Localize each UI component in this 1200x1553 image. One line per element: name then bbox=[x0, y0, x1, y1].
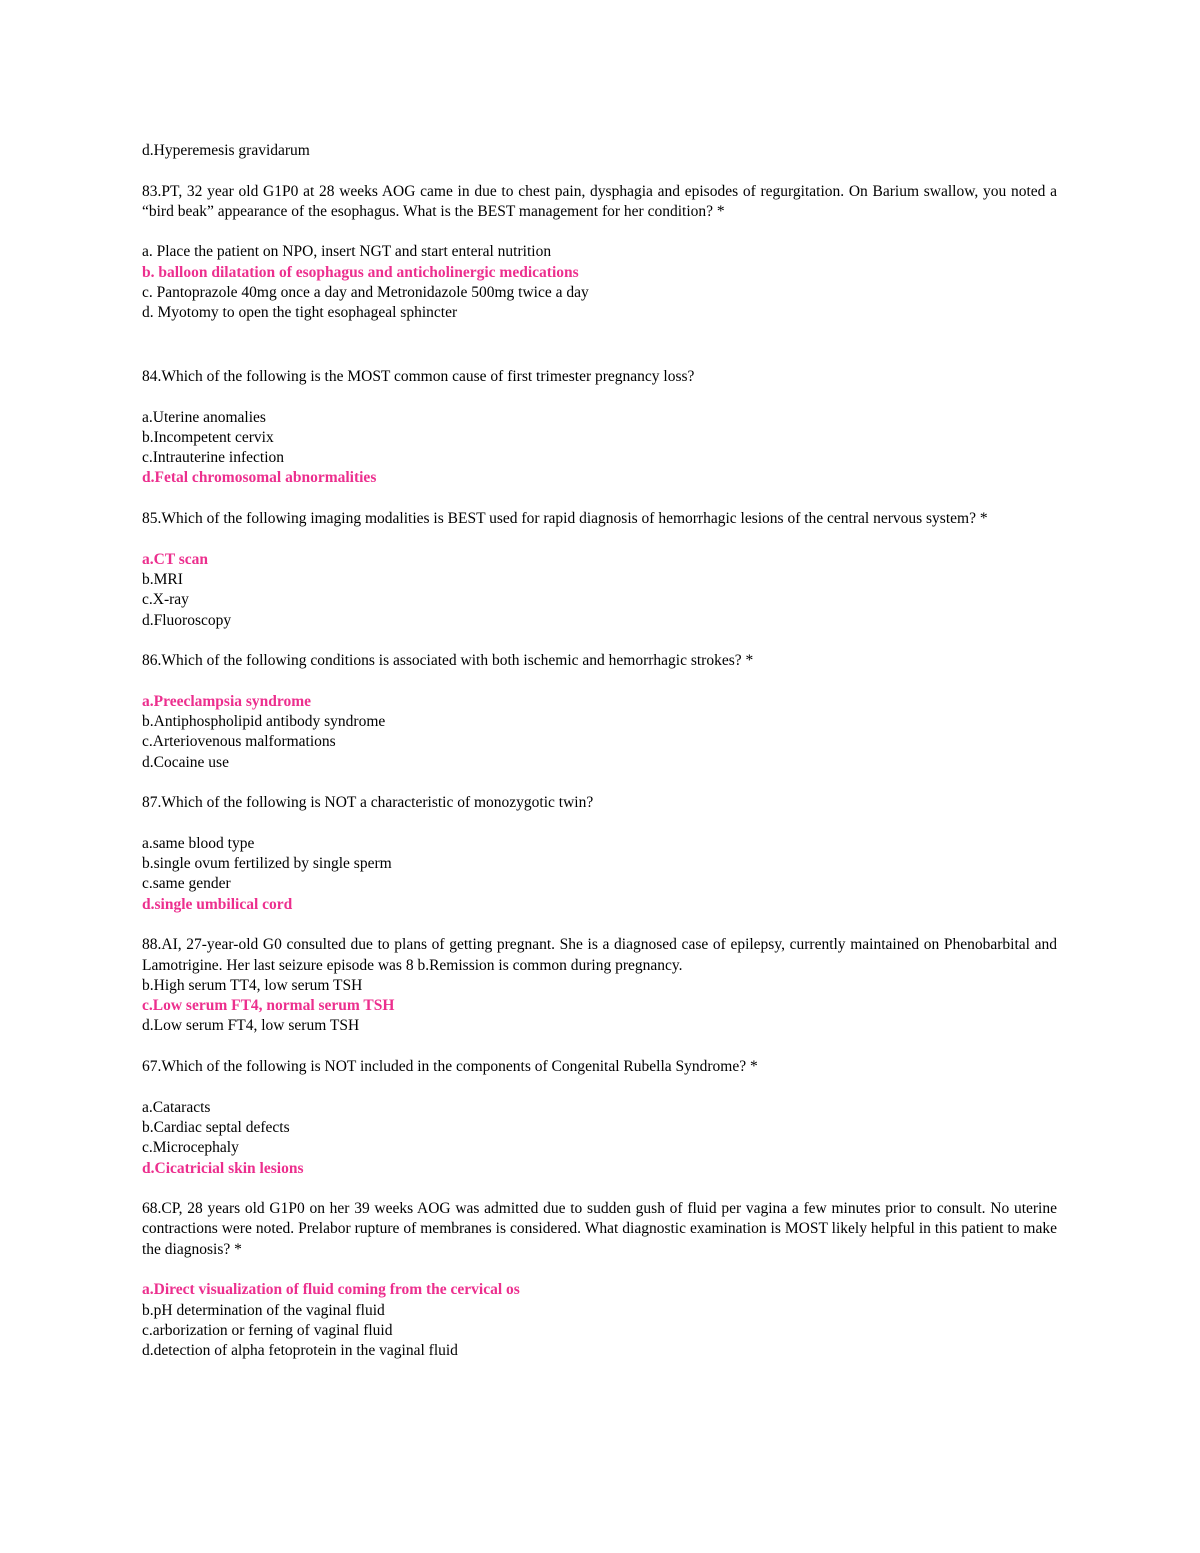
q68-option-d: d.detection of alpha fetoprotein in the vaginal fluid bbox=[142, 1342, 458, 1360]
document-body bbox=[142, 141, 1057, 1362]
spacer bbox=[142, 489, 1057, 509]
spacer bbox=[142, 529, 1057, 549]
q83-option-d: d. Myotomy to open the tight esophageal sphincter bbox=[142, 304, 458, 322]
spacer bbox=[142, 1077, 1057, 1097]
q83-option-a: a. Place the patient on NPO, insert NGT and start enteral nutrition bbox=[142, 243, 552, 261]
q88-option-d: d.Low serum FT4, low serum TSH bbox=[142, 1017, 360, 1035]
question-85-stem: 85.Which of the following imaging modalities is BEST used for rapid diagnosis of hemorrhagic lesions of the central nervous system? * bbox=[142, 510, 988, 528]
spacer bbox=[142, 1037, 1057, 1057]
question-86-stem: 86.Which of the following conditions is associated with both ischemic and hemorrhagic strokes? * bbox=[142, 652, 754, 670]
q86-option-b: b.Antiphospholipid antibody syndrome bbox=[142, 713, 386, 730]
spacer bbox=[142, 813, 1057, 833]
question-88-stem: 88.AI, 27-year-old G0 consulted due to plans of getting pregnant. She is a diagnosed case of epilepsy, currently maintained on Phenobarbital and Lamotrigine. Her last seizure episode was 8 b.Remission is common during pregnancy. bbox=[142, 936, 1057, 974]
spacer bbox=[142, 1260, 1057, 1280]
q83-option-b-answer: b. balloon dilatation of esophagus and anticholinergic medications bbox=[142, 263, 579, 281]
q88-option-b: b.High serum TT4, low serum TSH bbox=[142, 976, 363, 994]
spacer bbox=[142, 387, 1057, 407]
spacer bbox=[142, 324, 1057, 365]
spacer bbox=[142, 671, 1057, 691]
question-84-stem: 84.Which of the following is the MOST common cause of first trimester pregnancy loss? bbox=[142, 367, 695, 385]
question-67-stem: 67.Which of the following is NOT included in the components of Congenital Rubella Syndrome? * bbox=[142, 1058, 758, 1076]
q85-option-b: b.MRI bbox=[142, 570, 183, 588]
q67-option-b: b.Cardiac septal defects bbox=[142, 1118, 290, 1136]
q85-option-c: c.X-ray bbox=[142, 591, 189, 609]
q67-option-a: a.Cataracts bbox=[142, 1098, 211, 1116]
q87-option-c: c.same gender bbox=[142, 875, 231, 893]
q83-option-c: c. Pantoprazole 40mg once a day and Metronidazole 500mg twice a day bbox=[142, 284, 589, 302]
q84-option-c: c.Intrauterine infection bbox=[142, 449, 285, 467]
q87-option-d-answer: d.single umbilical cord bbox=[142, 895, 293, 913]
spacer bbox=[142, 915, 1057, 935]
question-83-stem: 83.PT, 32 year old G1P0 at 28 weeks AOG came in due to chest pain, dysphagia and episodes of regurgitation. On Barium swallow, you noted a “bird beak” appearance of the esophagus. What is the BEST management for her condition? * bbox=[142, 182, 1057, 220]
q68-option-a-answer: a.Direct visualization of fluid coming from the cervical os bbox=[142, 1281, 520, 1299]
spacer bbox=[142, 161, 1057, 181]
q86-option-c: c.Arteriovenous malformations bbox=[142, 733, 336, 751]
q86-option-d: d.Cocaine use bbox=[142, 753, 229, 771]
spacer bbox=[142, 773, 1057, 793]
q87-option-a: a.same blood type bbox=[142, 834, 255, 852]
spacer bbox=[142, 1179, 1057, 1199]
lead-line: d.Hyperemesis gravidarum bbox=[142, 142, 310, 159]
question-68-stem: 68.CP, 28 years old G1P0 on her 39 weeks AOG was admitted due to sudden gush of fluid per vagina a few minutes prior to consult. No uterine contractions were noted. Prelabor rupture of membranes is considered. What diagnostic examination is MOST likely helpful in this patient to make the diagnosis? * bbox=[142, 1200, 1057, 1258]
spacer bbox=[142, 631, 1057, 651]
q85-option-d: d.Fluoroscopy bbox=[142, 611, 232, 629]
q68-option-c: c.arborization or ferning of vaginal fluid bbox=[142, 1321, 393, 1339]
q88-option-c-answer: c.Low serum FT4, normal serum TSH bbox=[142, 997, 395, 1015]
q84-option-a: a.Uterine anomalies bbox=[142, 408, 266, 426]
question-87-stem: 87.Which of the following is NOT a characteristic of monozygotic twin? bbox=[142, 794, 594, 812]
q67-option-c: c.Microcephaly bbox=[142, 1139, 239, 1157]
q68-option-b: b.pH determination of the vaginal fluid bbox=[142, 1301, 385, 1319]
q67-option-d-answer: d.Cicatricial skin lesions bbox=[142, 1159, 304, 1177]
spacer bbox=[142, 222, 1057, 242]
q84-option-d-answer: d.Fetal chromosomal abnormalities bbox=[142, 469, 377, 487]
q87-option-b: b.single ovum fertilized by single sperm bbox=[142, 855, 392, 873]
q85-option-a-answer: a.CT scan bbox=[142, 550, 209, 568]
q86-option-a-answer: a.Preeclampsia syndrome bbox=[142, 692, 312, 710]
q84-option-b: b.Incompetent cervix bbox=[142, 428, 274, 446]
